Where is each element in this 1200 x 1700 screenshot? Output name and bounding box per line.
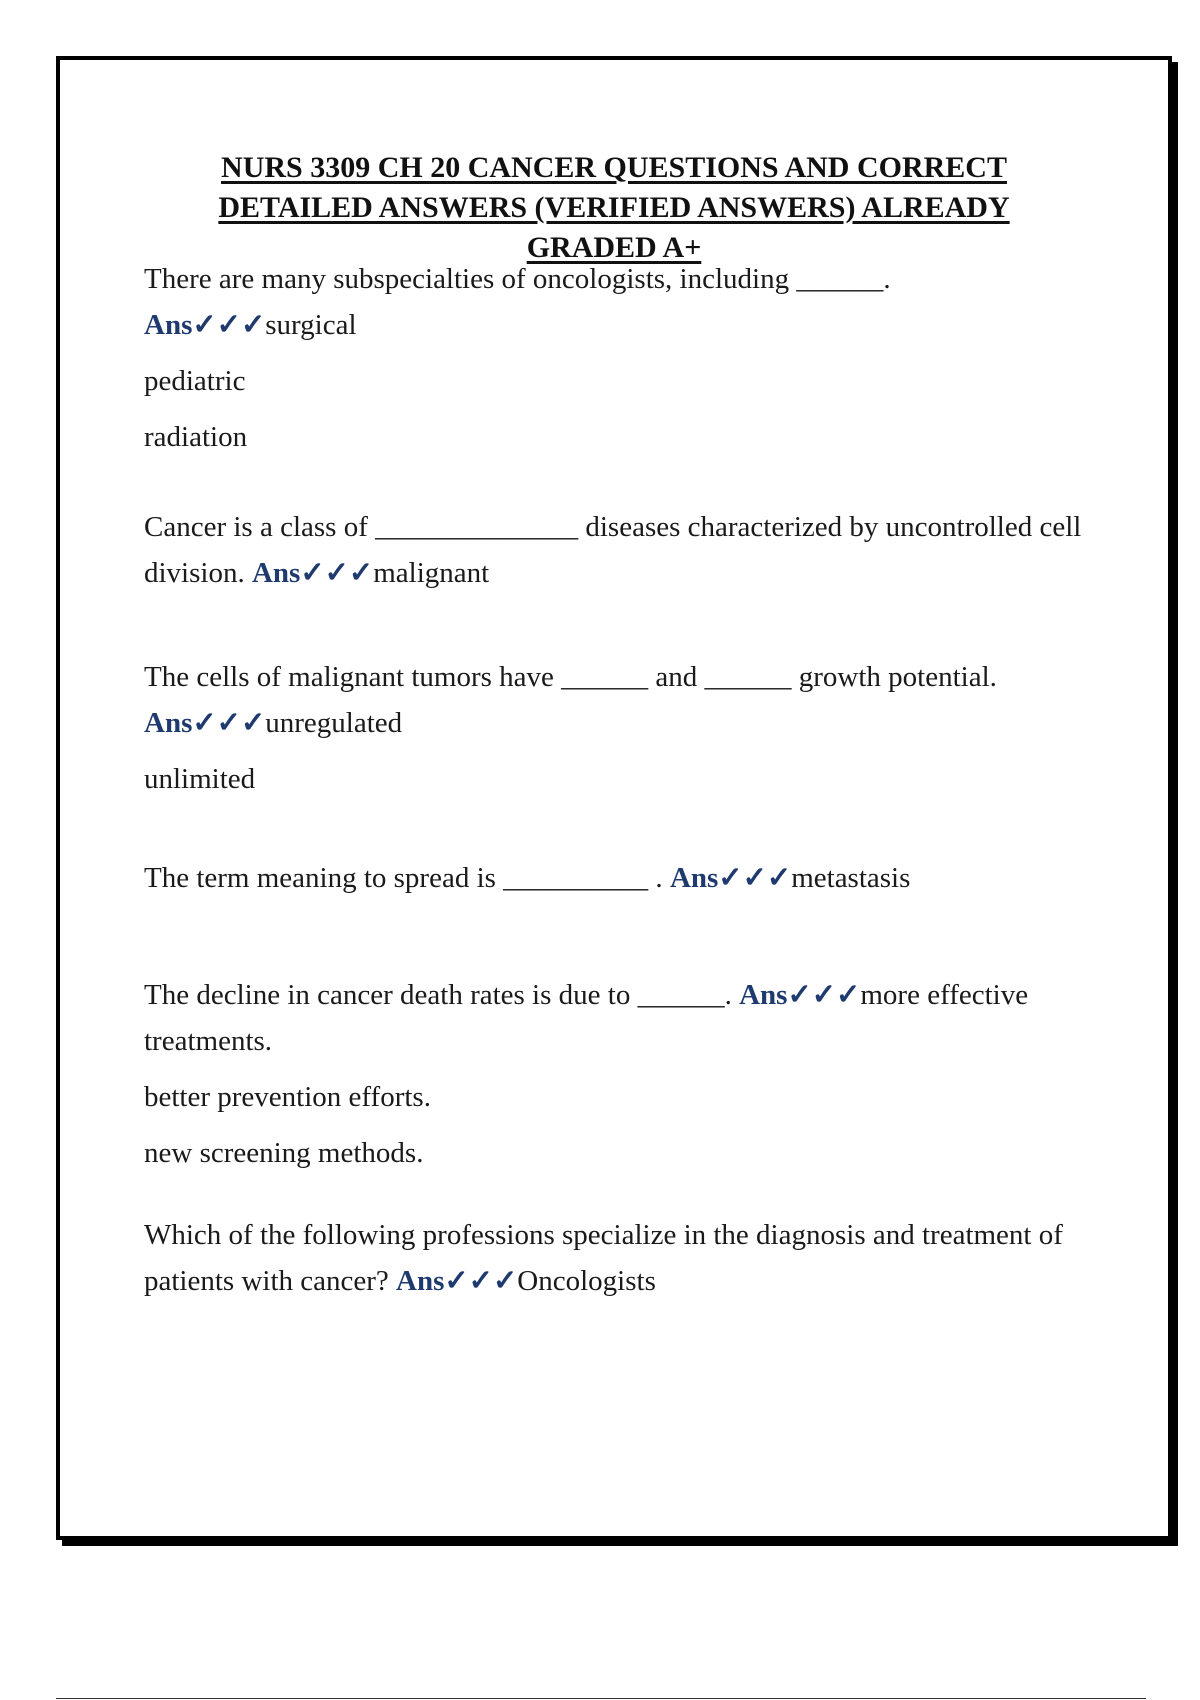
answer-marker: Ans✓✓✓ [144,707,266,739]
answer-text: unregulated [265,707,403,739]
title-line-2: DETAILED ANSWERS (VERIFIED ANSWERS) ALREADY [218,191,1010,224]
answer-text: more effective treatments. [144,979,1029,1057]
title-line-3: GRADED A+ [526,231,702,264]
question-text: The cells of malignant tumors have ______ and ______ growth potential. [144,661,997,693]
question-text: The term meaning to spread is __________ . [144,862,670,894]
document-title [60,148,1168,268]
answer-text: surgical [265,309,357,341]
footer-divider [56,1698,1146,1699]
answer-extra: new screening methods. [144,1137,424,1169]
qa-item-4 [144,855,1104,901]
answer-marker: Ans✓✓✓ [396,1265,518,1297]
qa-item-2 [144,504,1104,596]
question-text: The decline in cancer death rates is due to ______. [144,979,740,1011]
answer-text: metastasis [791,862,911,894]
answer-text: malignant [373,557,490,589]
qa-item-3 [144,654,1104,802]
answer-text: Oncologists [517,1265,656,1297]
answer-extra: better prevention efforts. [144,1081,431,1113]
qa-item-6 [144,1212,1104,1304]
answer-marker: Ans✓✓✓ [739,979,861,1011]
qa-item-1 [144,256,1104,460]
answer-extra: pediatric [144,365,246,397]
qa-item-5 [144,972,1104,1176]
question-text: There are many subspecialties of oncologists, including ______. [144,263,891,295]
answer-marker: Ans✓✓✓ [144,309,266,341]
answer-marker: Ans✓✓✓ [669,862,792,894]
question-text: Which of the following professions specialize in the diagnosis and treatment of patients with cancer? [144,1219,1063,1297]
page-border-frame [56,56,1172,1540]
question-text: Cancer is a class of ______________ diseases characterized by uncontrolled cell division. [144,511,1082,589]
answer-marker: Ans✓✓✓ [251,557,374,589]
answer-extra: unlimited [144,763,256,795]
title-line-1: NURS 3309 CH 20 CANCER QUESTIONS AND CORRECT [221,151,1007,184]
answer-extra: radiation [144,421,248,453]
